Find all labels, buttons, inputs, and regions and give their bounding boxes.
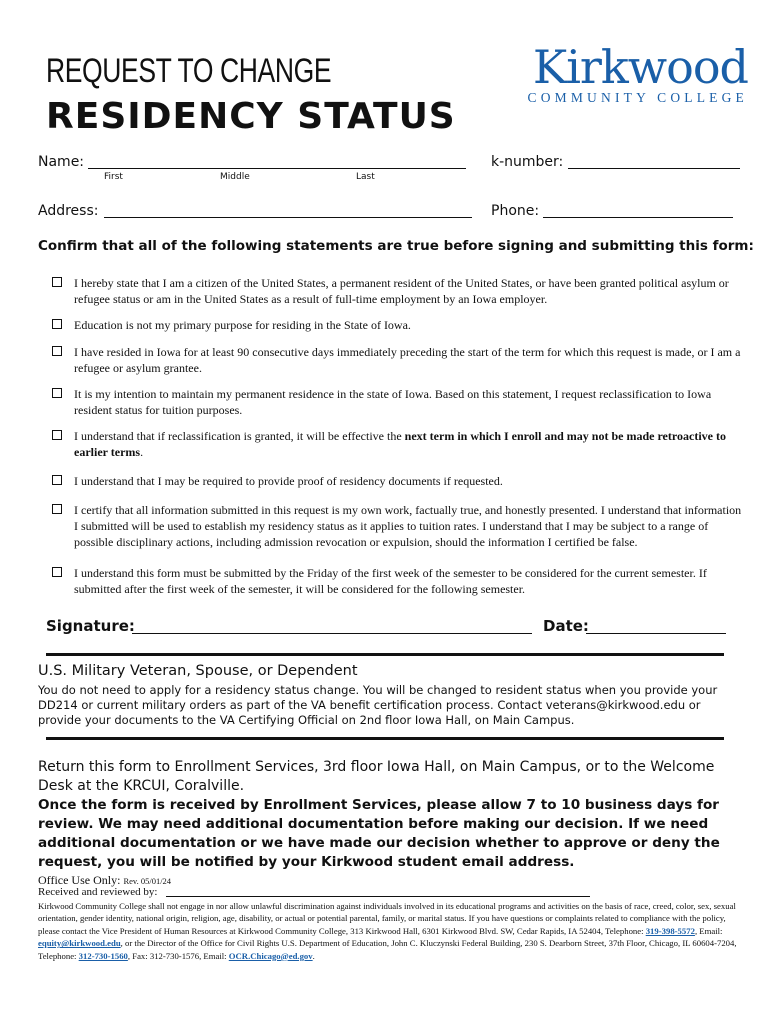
name-field[interactable]	[88, 168, 466, 169]
section-divider	[46, 653, 724, 656]
date-label: Date:	[543, 617, 589, 635]
revision-date: Rev. 05/01/24	[123, 876, 172, 886]
last-name-label: Last	[356, 172, 375, 182]
statement-item	[52, 344, 742, 376]
received-by-label: Received and reviewed by:	[38, 886, 158, 898]
veteran-heading: U.S. Military Veteran, Spouse, or Dependent	[38, 663, 358, 679]
knumber-label: k-number:	[491, 154, 564, 170]
statement-item	[52, 473, 742, 489]
statement-checkbox[interactable]	[52, 346, 62, 356]
statement-checkbox[interactable]	[52, 567, 62, 577]
nondiscrimination-notice	[38, 900, 740, 962]
equity-email-link[interactable]: equity@kirkwood.edu	[38, 938, 121, 949]
legal-text: , or the Director of the Office for Civil Rights U.S. Department of Education, John C. Kluczynski Federal Building, 230 S. Dearborn Street, 37th Floor, Chicago, IL 60604-7204, Telephone:	[38, 938, 737, 961]
statement-text: I understand that I may be required to provide proof of residency documents if requested.	[74, 474, 503, 488]
received-by-field[interactable]	[166, 896, 590, 897]
statement-text: I hereby state that I am a citizen of the United States, a permanent resident of the United States, or have been granted political asylum or refugee status or am in the United States as a result of full-time employment by an Iowa employer.	[74, 276, 729, 306]
middle-name-label: Middle	[220, 172, 250, 182]
statement-text: Education is not my primary purpose for residing in the State of Iowa.	[74, 318, 411, 332]
veteran-body: You do not need to apply for a residency status change. You will be changed to resident status when you provide your DD214 or current military orders as part of the VA benefit certification process. Contact veterans@kirkwood.edu or provide your documents to the VA Certifying Official on 2nd floor Iowa Hall, on Main Campus.	[38, 683, 718, 727]
statement-text-bold: next term in which I enroll and may not be made retroactive to earlier terms	[74, 429, 726, 459]
statement-item	[52, 386, 742, 418]
signature-field[interactable]	[132, 633, 532, 634]
statement-text	[74, 428, 742, 460]
ocr-email-link[interactable]: OCR.Chicago@ed.gov	[228, 950, 313, 961]
statement-text: I certify that all information submitted in this request is my own work, factually true, and honestly presented. I understand that information I submitted will be used to establish my residency status as it applies to tuition rates. I understand that I may be subject to a range of possible disciplinary actions, including admission revocation or expulsion, should the information I certified be false.	[74, 503, 742, 549]
kirkwood-logo-name: Kirkwood	[532, 40, 748, 94]
section-divider	[46, 737, 724, 740]
statement-checkbox[interactable]	[52, 319, 62, 329]
statement-text: I have resided in Iowa for at least 90 consecutive days immediately preceding the start of the term for which this request is made, or I am a refugee or asylum grantee.	[74, 345, 741, 375]
statement-checkbox[interactable]	[52, 430, 62, 440]
date-field[interactable]	[586, 633, 726, 634]
hr-phone-link[interactable]: 319-398-5572	[645, 925, 695, 936]
legal-text: .	[312, 950, 315, 961]
legal-text: , Fax: 312-730-1576, Email:	[127, 950, 229, 961]
name-label: Name:	[38, 154, 85, 170]
statement-item	[52, 502, 742, 550]
signature-label: Signature:	[46, 617, 135, 635]
statement-checkbox[interactable]	[52, 388, 62, 398]
return-instructions: Return this form to Enrollment Services, 3rd floor Iowa Hall, on Main Campus, or to the Welcome Desk at the KRCUI, Coralville.	[38, 759, 715, 794]
first-name-label: First	[104, 172, 123, 182]
confirm-heading: Confirm that all of the following statements are true before signing and submitting this form:	[38, 238, 754, 254]
legal-text: Kirkwood Community College shall not engage in nor allow unlawful discrimination against individuals involved in its educational programs and activities on the basis of race, creed, color, sex, sexual orientation, gender identity, national origin, religion, age, disability, or actual or potential parental, family, or marital status. If you have questions or complaints related to compliance with the policy, please contact the Vice President of Human Resources at Kirkwood Community College, 313 Kirkwood Hall, 6301 Kirkwood Blvd. SW, Cedar Rapids, IA 52404, Telephone:	[38, 901, 736, 936]
statement-item	[52, 565, 742, 597]
knumber-field[interactable]	[568, 168, 740, 169]
statement-item	[52, 275, 742, 307]
statement-checkbox[interactable]	[52, 504, 62, 514]
statement-item	[52, 317, 742, 333]
phone-field[interactable]	[543, 217, 733, 218]
address-label: Address:	[38, 203, 99, 219]
form-title-line2: RESIDENCY STATUS	[46, 96, 456, 137]
form-title-line1: REQUEST TO CHANGE	[46, 52, 332, 90]
statement-item	[52, 428, 742, 460]
legal-text: , Email:	[694, 925, 723, 936]
statement-text-end: .	[140, 445, 144, 459]
statement-checkbox[interactable]	[52, 277, 62, 287]
office-use-text: Office Use Only:	[38, 873, 121, 887]
statement-checkbox[interactable]	[52, 475, 62, 485]
phone-label: Phone:	[491, 203, 540, 219]
address-field[interactable]	[104, 217, 472, 218]
statement-text-regular: I understand that if reclassification is granted, it will be effective the	[74, 429, 405, 443]
kirkwood-logo-subtitle: COMMUNITY COLLEGE	[527, 90, 748, 105]
statement-text: I understand this form must be submitted by the Friday of the first week of the semester to be considered for the current semester. If submitted after the first week of the semester, it will be considered for the following semester.	[74, 566, 707, 596]
ocr-phone-link[interactable]: 312-730-1560	[78, 950, 128, 961]
statement-text: It is my intention to maintain my permanent residence in the state of Iowa. Based on this statement, I request reclassification to Iowa resident status for tuition purposes.	[74, 387, 712, 417]
processing-notice: Once the form is received by Enrollment Services, please allow 7 to 10 business days for review. We may need additional documentation before making our decision. If we need additional documentation or we have made our decision whether to approve or deny the request, you will be notified by your Kirkwood student email address.	[38, 797, 720, 870]
